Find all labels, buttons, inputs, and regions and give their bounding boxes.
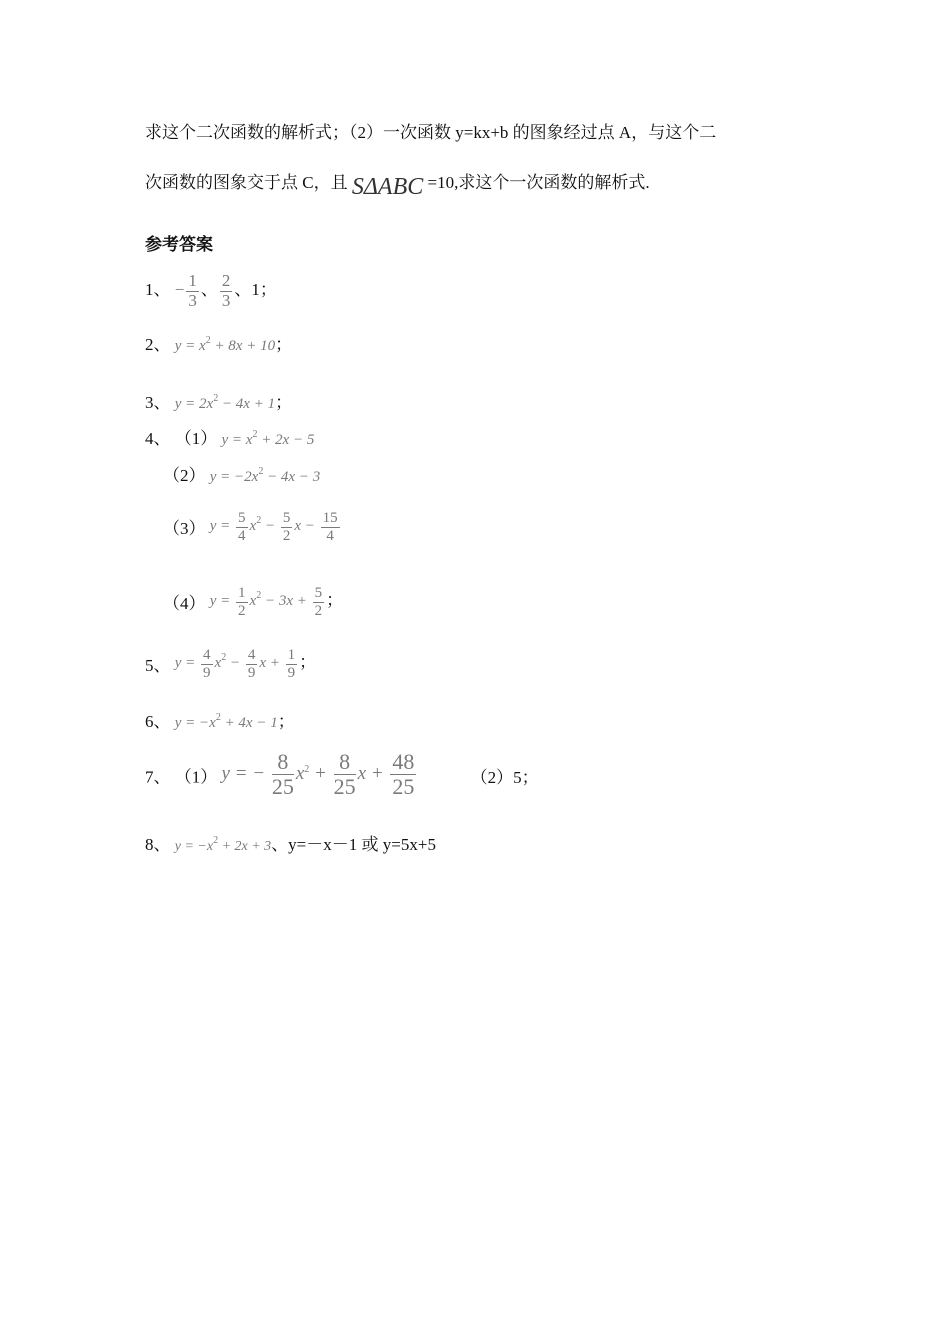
answer-5-label: 5、 <box>145 656 171 676</box>
answer-1 <box>145 272 277 310</box>
intro-line-2-end: =10,求这个一次函数的解析式. <box>427 173 650 192</box>
answer-4-label: 4、 <box>145 429 171 448</box>
answer-3-label: 3、 <box>145 393 171 412</box>
formula-4-1: $y = x^2 + 2x - 5$ <box>221 429 315 448</box>
answers-heading: 参考答案 <box>145 235 213 255</box>
formula-8: $y = -x^2 + 2x + 3$ <box>174 835 272 854</box>
answer-1-label: 1、 <box>145 280 171 300</box>
formula-7: y = − $\frac{8}{25}$ $x^2$ + $\frac{8}{25}$ x + $\frac{48}{25}$ <box>221 749 415 800</box>
answer-8-label: 8、 <box>145 835 171 854</box>
answer-2-tail: ； <box>275 335 293 354</box>
fraction-2: $\frac{2}{3}$ <box>221 271 231 310</box>
intro-line-2-start: 次函数的图象交于点 C，且 <box>145 173 348 192</box>
intro-line-1: 求这个二次函数的解析式；（2）一次函数 y=kx+b 的图象经过点 A，与这个二 <box>145 123 717 142</box>
answer-3-tail: ； <box>275 393 293 412</box>
formula-4-3: y = $\frac{5}{4}$ $x^2$ − $\frac{5}{2}$ x − $\frac{15}{4}$ <box>209 510 338 544</box>
minus-sign: − <box>174 280 185 300</box>
formula-5: y = $\frac{4}{9}$ $x^2$ − $\frac{4}{9}$ x + $\frac{1}{9}$ <box>174 647 296 681</box>
answer-4-3 <box>163 510 342 544</box>
answer-8-tail: 、y=－x－1 或 y=5x+5 <box>271 835 436 854</box>
answer-1-separator: 、 <box>200 280 218 300</box>
answer-7-part-2: （2）5； <box>470 767 539 787</box>
part-1-label: （1） <box>174 429 218 448</box>
answer-6 <box>145 707 295 732</box>
answer-5 <box>145 647 316 681</box>
answer-3 <box>145 388 292 413</box>
answer-4-2 <box>163 461 320 486</box>
answer-6-tail: ； <box>277 712 295 731</box>
formula-4-2: $y = -2x^2 - 4x - 3$ <box>209 466 321 485</box>
part-2-label: （2） <box>163 466 206 485</box>
intro-line-2 <box>145 168 650 201</box>
answer-7-part-1-label: （1） <box>174 767 218 787</box>
answer-6-label: 6、 <box>145 712 171 731</box>
formula-3: $y = 2x^2 - 4x + 1$ <box>174 393 276 412</box>
fraction-1: $\frac{1}{3}$ <box>188 271 197 310</box>
formula-2: $y = x^2 + 8x + 10$ <box>174 335 276 354</box>
answer-4-4 <box>163 585 343 619</box>
answer-2 <box>145 330 292 355</box>
answer-2-label: 2、 <box>145 335 171 354</box>
answer-7 <box>145 750 539 799</box>
answer-4-4-tail: ； <box>326 590 344 610</box>
formula-4-4: y = $\frac{1}{2}$ $x^2 - 3x$ + $\frac{5}{2}$ <box>209 585 323 619</box>
answer-1-tail: 、1； <box>234 280 277 300</box>
answer-7-label: 7、 <box>145 767 171 787</box>
part-4-label: （4） <box>163 594 206 614</box>
formula-6: $y = -x^2 + 4x - 1$ <box>174 712 278 731</box>
area-symbol: SΔABC <box>351 174 424 200</box>
answer-4-1 <box>145 424 314 449</box>
answer-8 <box>145 830 436 855</box>
answer-5-tail: ； <box>299 652 317 672</box>
part-3-label: （3） <box>163 519 206 539</box>
